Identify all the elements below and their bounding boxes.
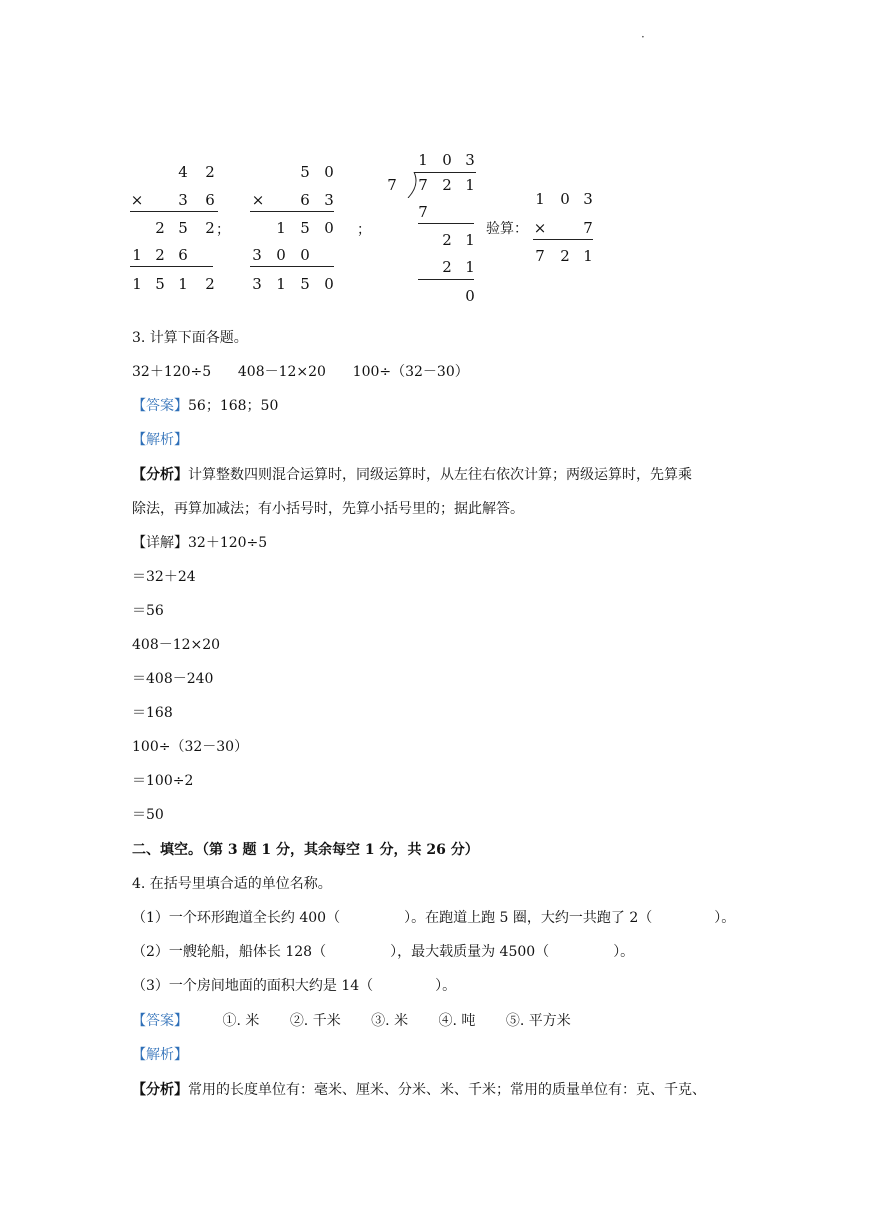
check-label: 验算： xyxy=(486,221,528,237)
division-line xyxy=(418,223,474,224)
step-line: ＝50 xyxy=(132,807,164,823)
section-heading: 二、填空。（第 3 题 1 分，其余每空 1 分，共 26 分） xyxy=(132,842,479,858)
digit: 1 xyxy=(535,190,545,208)
operator: × xyxy=(130,191,144,209)
text: ）。 xyxy=(613,944,635,960)
answer-row xyxy=(132,396,278,416)
question-4-line-1 xyxy=(132,908,735,928)
answer-item: ⑤. 平方米 xyxy=(505,1013,571,1029)
vertical-calc-1 xyxy=(130,162,220,302)
text: ）。在跑道上跑 5 圈，大约一共跑了 2（ xyxy=(404,910,653,926)
check-calc xyxy=(530,189,600,269)
digit: 1 xyxy=(132,246,142,264)
answer-item: ①. 米 xyxy=(222,1013,260,1029)
fenxi-label: 【分析】 xyxy=(132,1082,188,1098)
dividend-digit: 2 xyxy=(442,176,452,194)
separator: ； xyxy=(216,222,230,238)
division-line xyxy=(418,279,474,280)
digit: 5 xyxy=(178,219,188,237)
digit: 2 xyxy=(155,219,165,237)
step-line: ＝100÷2 xyxy=(132,773,194,789)
detail-label: 【详解】 xyxy=(132,535,188,551)
digit: 2 xyxy=(155,246,165,264)
text: ）。 xyxy=(435,978,457,994)
quotient-digit: 1 xyxy=(418,151,428,169)
digit: 2 xyxy=(205,275,215,293)
detail-row xyxy=(132,533,267,553)
calc-line xyxy=(250,266,334,267)
digit: 1 xyxy=(132,275,142,293)
answer-row xyxy=(132,1011,571,1031)
digit: 7 xyxy=(583,219,593,237)
fenxi-label: 【分析】 xyxy=(132,467,188,483)
quotient-digit: 0 xyxy=(442,151,452,169)
digit: 2 xyxy=(560,247,570,265)
digit: 3 xyxy=(252,275,262,293)
step-line: 100÷（32－30） xyxy=(132,739,249,755)
digit: 1 xyxy=(178,275,188,293)
dividend-digit: 7 xyxy=(418,176,428,194)
text: （3）一个房间地面的面积大约是 14（ xyxy=(132,978,374,994)
operator: × xyxy=(533,219,547,237)
quotient-digit: 3 xyxy=(465,151,475,169)
question-4-title: 4. 在括号里填合适的单位名称。 xyxy=(132,876,332,892)
step-line: ＝168 xyxy=(132,705,173,721)
digit: 3 xyxy=(252,246,262,264)
digit: 3 xyxy=(324,191,334,209)
digit: 6 xyxy=(178,246,188,264)
fenxi-text: 计算整数四则混合运算时，同级运算时，从左往右依次计算；两级运算时，先算乘 xyxy=(188,467,692,483)
long-division xyxy=(380,150,480,310)
step-line: ＝408－240 xyxy=(132,671,214,687)
digit: 0 xyxy=(300,246,310,264)
digit: 0 xyxy=(276,246,286,264)
digit: 3 xyxy=(583,190,593,208)
digit: 5 xyxy=(155,275,165,293)
separator: ； xyxy=(357,222,371,238)
digit: 0 xyxy=(324,219,334,237)
fenxi-text: 常用的长度单位有：毫米、厘米、分米、米、千米；常用的质量单位有：克、千克、 xyxy=(188,1082,706,1098)
text: ），最大载质量为 4500（ xyxy=(390,944,550,960)
answer-item: ②. 千米 xyxy=(289,1013,341,1029)
answer-item: ④. 吨 xyxy=(438,1013,476,1029)
digit: 5 xyxy=(300,219,310,237)
divisor: 7 xyxy=(387,176,397,194)
answer-label: 【答案】 xyxy=(132,1013,188,1029)
text: ）。 xyxy=(714,910,736,926)
division-bar xyxy=(414,172,476,173)
digit: 4 xyxy=(178,163,188,181)
answer-item: ③. 米 xyxy=(371,1013,409,1029)
vertical-calc-2 xyxy=(248,162,338,302)
digit: 5 xyxy=(300,275,310,293)
operator: × xyxy=(251,191,265,209)
step-digit: 1 xyxy=(465,258,475,276)
question-4-line-3 xyxy=(132,976,456,996)
text: （1）一个环形跑道全长约 400（ xyxy=(132,910,341,926)
digit: 3 xyxy=(178,191,188,209)
analysis-label: 【解析】 xyxy=(132,1047,188,1063)
question-3-problems: 32＋120÷5 408－12×20 100÷（32－30） xyxy=(132,364,469,380)
digit: 1 xyxy=(276,275,286,293)
remainder: 0 xyxy=(465,287,475,305)
digit: 0 xyxy=(324,163,334,181)
digit: 0 xyxy=(560,190,570,208)
digit: 1 xyxy=(583,247,593,265)
step-digit: 7 xyxy=(418,203,428,221)
digit: 2 xyxy=(205,219,215,237)
step-digit: 1 xyxy=(465,231,475,249)
step-line: ＝56 xyxy=(132,603,164,619)
digit: 6 xyxy=(205,191,215,209)
calc-line xyxy=(533,239,593,240)
page-mark: · xyxy=(641,30,645,44)
step-line: 408－12×20 xyxy=(132,637,221,653)
step-digit: 2 xyxy=(442,258,452,276)
digit: 7 xyxy=(535,247,545,265)
dividend-digit: 1 xyxy=(465,176,475,194)
text: （2）一艘轮船，船体长 128（ xyxy=(132,944,327,960)
detail-text: 32＋120÷5 xyxy=(188,535,268,551)
analysis-row-1 xyxy=(132,465,692,485)
answer-text: 56；168；50 xyxy=(188,398,279,414)
calc-line xyxy=(130,211,218,212)
digit: 1 xyxy=(276,219,286,237)
step-line: ＝32＋24 xyxy=(132,569,196,585)
digit: 5 xyxy=(300,163,310,181)
digit: 2 xyxy=(205,163,215,181)
question-3-title: 3. 计算下面各题。 xyxy=(132,330,248,346)
digit: 6 xyxy=(300,191,310,209)
analysis-label: 【解析】 xyxy=(132,432,188,448)
answer-label: 【答案】 xyxy=(132,398,188,414)
digit: 0 xyxy=(324,275,334,293)
question-4-line-2 xyxy=(132,942,634,962)
calc-line xyxy=(130,266,213,267)
analysis-row-1 xyxy=(132,1080,706,1100)
analysis-row-2: 除法，再算加减法；有小括号时，先算小括号里的；据此解答。 xyxy=(132,501,524,517)
calc-line xyxy=(250,211,334,212)
step-digit: 2 xyxy=(442,231,452,249)
